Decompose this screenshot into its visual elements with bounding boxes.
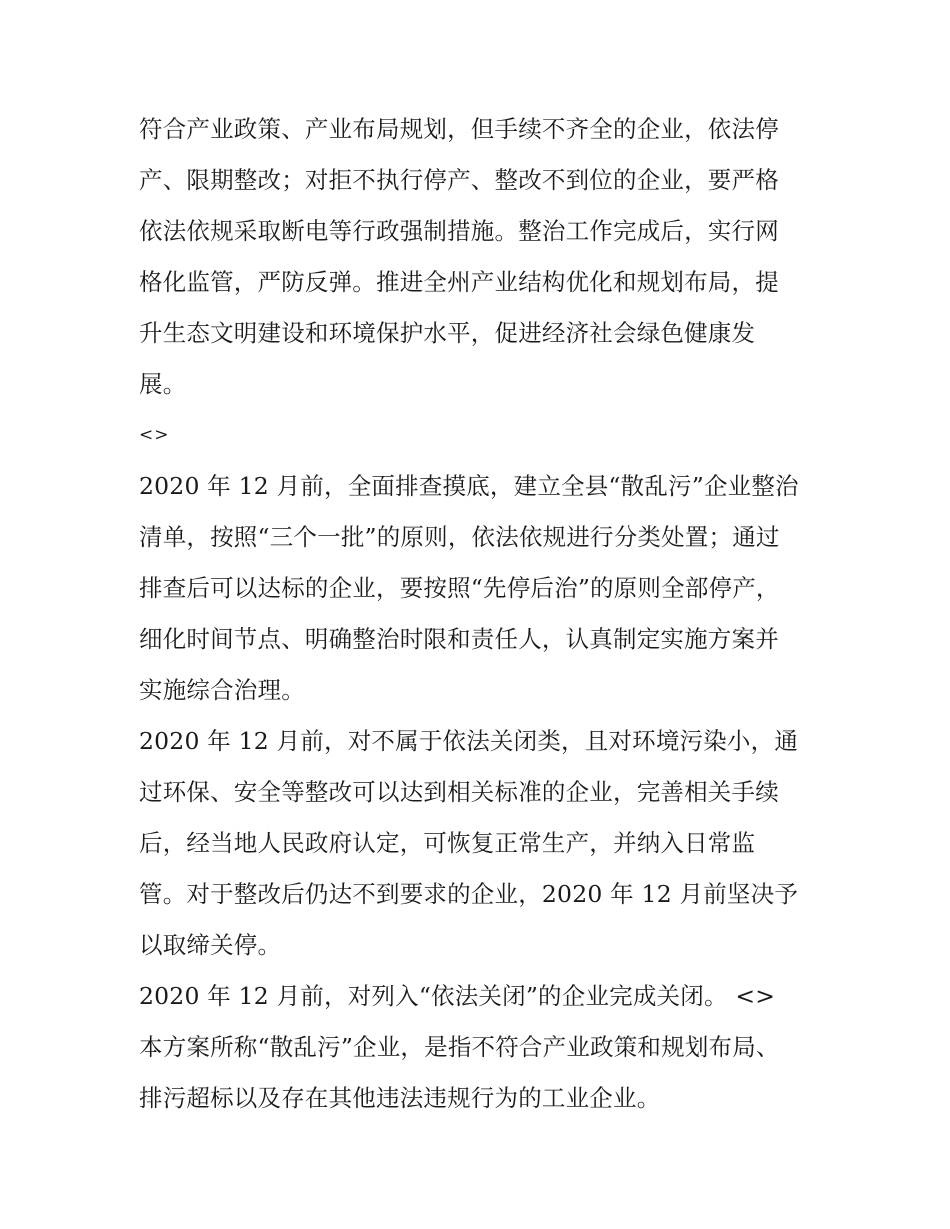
- text-line: 展。: [139, 370, 187, 398]
- text-line: 2020 年 12 月前，对不属于依法关闭类，且对环境污染小，通: [139, 727, 799, 755]
- text-line: 实施综合治理。: [139, 676, 305, 704]
- text-line: 2020 年 12 月前，全面排查摸底，建立全县“散乱污”企业整治: [139, 472, 799, 500]
- text-line: 清单，按照“三个一批”的原则，依法依规进行分类处置；通过: [139, 523, 780, 551]
- text-line: 符合产业政策、产业布局规划，但手续不齐全的企业，依法停: [139, 115, 779, 143]
- text-line: 以取缔关停。: [139, 931, 282, 959]
- text-line: 后，经当地人民政府认定，可恢复正常生产，并纳入日常监: [139, 829, 756, 857]
- text-line: 依法依规采取断电等行政强制措施。整治工作完成后，实行网: [139, 217, 779, 245]
- text-line: 产、限期整改；对拒不执行停产、整改不到位的企业，要严格: [139, 166, 779, 194]
- document-body: [139, 104, 819, 1124]
- text-line: 细化时间节点、明确整治时限和责任人，认真制定实施方案并: [139, 625, 779, 653]
- text-line: 本方案所称“散乱污”企业，是指不符合产业政策和规划布局、: [139, 1033, 780, 1061]
- text-line: 格化监管，严防反弹。推进全州产业结构优化和规划布局，提: [139, 268, 779, 296]
- text-line: 排污超标以及存在其他违法违规行为的工业企业。: [139, 1084, 661, 1112]
- text-line: 2020 年 12 月前，对列入“依法关闭”的企业完成关闭。 <>: [139, 982, 776, 1010]
- text-line: 升生态文明建设和环境保护水平，促进经济社会绿色健康发: [139, 319, 756, 347]
- section-marker: <>: [139, 425, 170, 445]
- text-line: 排查后可以达标的企业，要按照“先停后治”的原则全部停产，: [139, 574, 780, 602]
- text-line: 过环保、安全等整改可以达到相关标准的企业，完善相关手续: [139, 778, 779, 806]
- text-line: 管。对于整改后仍达不到要求的企业，2020 年 12 月前坚决予: [139, 880, 799, 908]
